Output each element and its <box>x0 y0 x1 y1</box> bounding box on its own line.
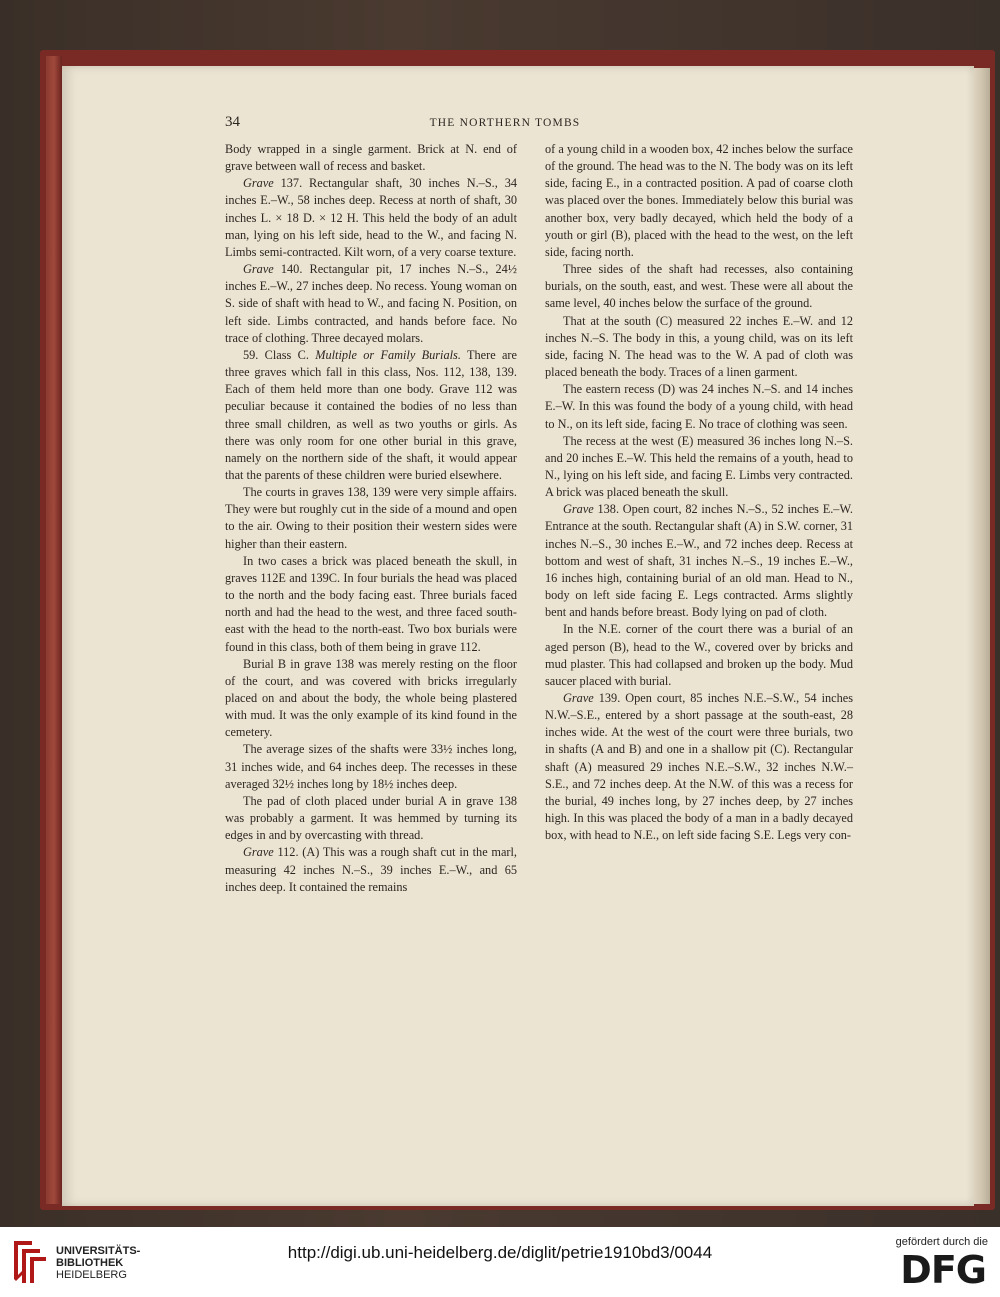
text-run: The courts in graves 138, 139 were very simple affairs. They were but roughly cut in the side of a mound and open to the air. Owing to their position their western sides were higher than their eastern. <box>225 485 517 551</box>
paragraph <box>545 433 853 502</box>
text-run: Burial B in grave 138 was merely resting on the floor of the court, and was covered with bricks irregularly placed on and about the body, the whole being plastered with mud. It was the only example of its kind found in the cemetery. <box>225 656 517 740</box>
paragraph <box>545 261 853 312</box>
paragraph <box>545 381 853 432</box>
paragraph <box>545 690 853 844</box>
text-run: 112. (A) This was a rough shaft cut in the marl, measuring 42 inches N.–S., 39 inches E.–W., and 65 inches deep. It contained the remains <box>225 845 517 894</box>
paragraph <box>225 175 517 261</box>
text-run: Body wrapped in a single garment. Brick at N. end of grave between wall of recess and basket. <box>225 142 517 174</box>
text-run: There are three graves which fall in this class, Nos. 112, 138, 139. Each of them held more than one body. Grave 112 was peculiar because it contained the bodies of no less than three small children, as well as two youths or girls. As there was only room for one other burial in this grave, namely on the northern side of the shaft, it would appear that the parents of these children were buried elsewhere. <box>225 347 517 482</box>
paragraph <box>225 741 517 792</box>
dfg-logo-icon: DFG <box>900 1248 986 1292</box>
text-run: In two cases a brick was placed beneath the skull, in graves 112E and 139C. In four burials the head was placed to the north and the body facing east. Three burials faced north and had the head to the west, and three faced south-east with the head to the north-east. Two box burials were found in this class, both of them being in grave 112. <box>225 553 517 654</box>
text-run: 138. Open court, 82 inches N.–S., 52 inches E.–W. Entrance at the south. Rectangular shaft (A) in S.W. corner, 31 inches N.–S., 30 inches E.–W., and 72 inches deep. Recess at bottom and west of shaft, 31 inches N.–S., 19 inches E.–W., 16 inches high, containing burial of an old man. Head to N., body on left side facing E. Legs contracted. Arms slightly bent and hands before breast. Body lying on pad of cloth. <box>545 502 853 620</box>
paragraph <box>225 261 517 347</box>
permalink-url[interactable]: http://digi.ub.uni-heidelberg.de/diglit/petrie1910bd3/0044 <box>287 1243 713 1262</box>
text-run: Three sides of the shaft had recesses, also containing burials, on the south, east, and west. These were all about the same level, 40 inches below the surface of the ground. <box>545 262 853 311</box>
italic-text: Multiple or Family Burials. <box>315 347 461 362</box>
text-column-right <box>545 141 853 844</box>
paragraph <box>225 656 517 742</box>
page-number: 34 <box>225 114 240 130</box>
text-run: The pad of cloth placed under burial A in grave 138 was probably a garment. It was hemmed by turning its edges in and by overcasting with thread. <box>225 793 517 843</box>
text-run: The recess at the west (E) measured 36 inches long N.–S. and 20 inches E.–W. This held the remains of a youth, head to N., lying on his left side, and facing E. Limbs very contracted. A brick was placed beneath the skull. <box>545 433 853 500</box>
paragraph <box>545 313 853 382</box>
text-run: The average sizes of the shafts were 33½ inches long, 31 inches wide, and 64 inches deep. The recesses in these averaged 32½ inches long by 18½ inches deep. <box>225 742 517 791</box>
italic-text: Grave <box>243 262 274 277</box>
text-run: 140. Rectangular pit, 17 inches N.–S., 24½ inches E.–W., 27 inches deep. No recess. Young woman on S. side of shaft with head to W., and facing N. Position, on left side. Limbs contracted, and hands before face. No trace of clothing. Three decayed molars. <box>225 262 517 345</box>
text-run: In the N.E. corner of the court there was a burial of an aged person (B), head to the W., covered over by bricks and mud plaster. This had collapsed and broken up the body. Mud saucer placed with burial. <box>545 622 853 688</box>
running-head: THE NORTHERN TOMBS <box>429 117 581 129</box>
text-run: 139. Open court, 85 inches N.E.–S.W., 54 inches N.W.–S.E., entered by a short passage at the south-east, 28 inches wide. At the west of the court were three burials, two in shafts (A and B) and one in a shallow pit (C). Rectangular shaft (A) measured 29 inches N.E.–S.W., 32 inches N.W.–S.E., and 72 inches deep. At the N.W. of this was a recess for the burial, 49 inches long, by 27 inches deep, by 27 inches high. In this was placed the body of a man in a badly decayed box, with head to N.E., on left side facing S.E. Legs very con- <box>545 691 853 843</box>
funder-label: gefördert durch die <box>895 1236 988 1248</box>
paragraph <box>225 793 517 844</box>
italic-text: Grave <box>243 176 274 191</box>
italic-text: Grave <box>243 845 274 860</box>
paragraph <box>545 621 853 690</box>
paragraph <box>545 501 853 621</box>
paragraph <box>225 484 517 553</box>
library-name-line2: BIBLIOTHEK <box>56 1257 124 1269</box>
text-run: 59. Class C. <box>243 347 316 362</box>
paragraph <box>225 844 517 895</box>
text-run: 137. Rectangular shaft, 30 inches N.–S., 34 inches E.–W., 58 inches deep. Recess at north of shaft, 30 inches L. × 18 D. × 12 H. This held the body of an adult man, lying on his left side, head to the W., and facing N. Limbs semi-contracted. Kilt worn, of a very coarse texture. <box>225 176 517 259</box>
text-run: The eastern recess (D) was 24 inches N.–S. and 14 inches E.–W. In this was found the body of a young child, with head to N., on its left side, facing E. No trace of clothing was seen. <box>545 382 853 431</box>
library-name-line3: HEIDELBERG <box>56 1269 127 1281</box>
cover-spine-edge <box>46 56 62 1204</box>
library-name-line1: UNIVERSITÄTS- <box>56 1245 141 1257</box>
page-edge <box>974 68 990 1204</box>
text-column-left <box>225 141 517 896</box>
italic-text: Grave <box>563 691 594 705</box>
text-run: That at the south (C) measured 22 inches E.–W. and 12 inches N.–S. The body in this, a young child, was on its left side, facing N. The head was to the W. A pad of cloth was placed beneath the body. Traces of a linen garment. <box>545 313 853 380</box>
paragraph <box>225 347 517 484</box>
text-run: of a young child in a wooden box, 42 inches below the surface of the ground. The head was to the N. The body was on its left side, facing E., in a contracted position. A pad of coarse cloth was placed over the bones. Immediately below this burial was another box, very badly decayed, which held the body of a youth or girl (B), placed with the head to the west, on the left side, facing north. <box>545 142 853 259</box>
italic-text: Grave <box>563 502 594 517</box>
paragraph <box>545 141 853 261</box>
paragraph <box>225 141 517 175</box>
paragraph <box>225 553 517 656</box>
